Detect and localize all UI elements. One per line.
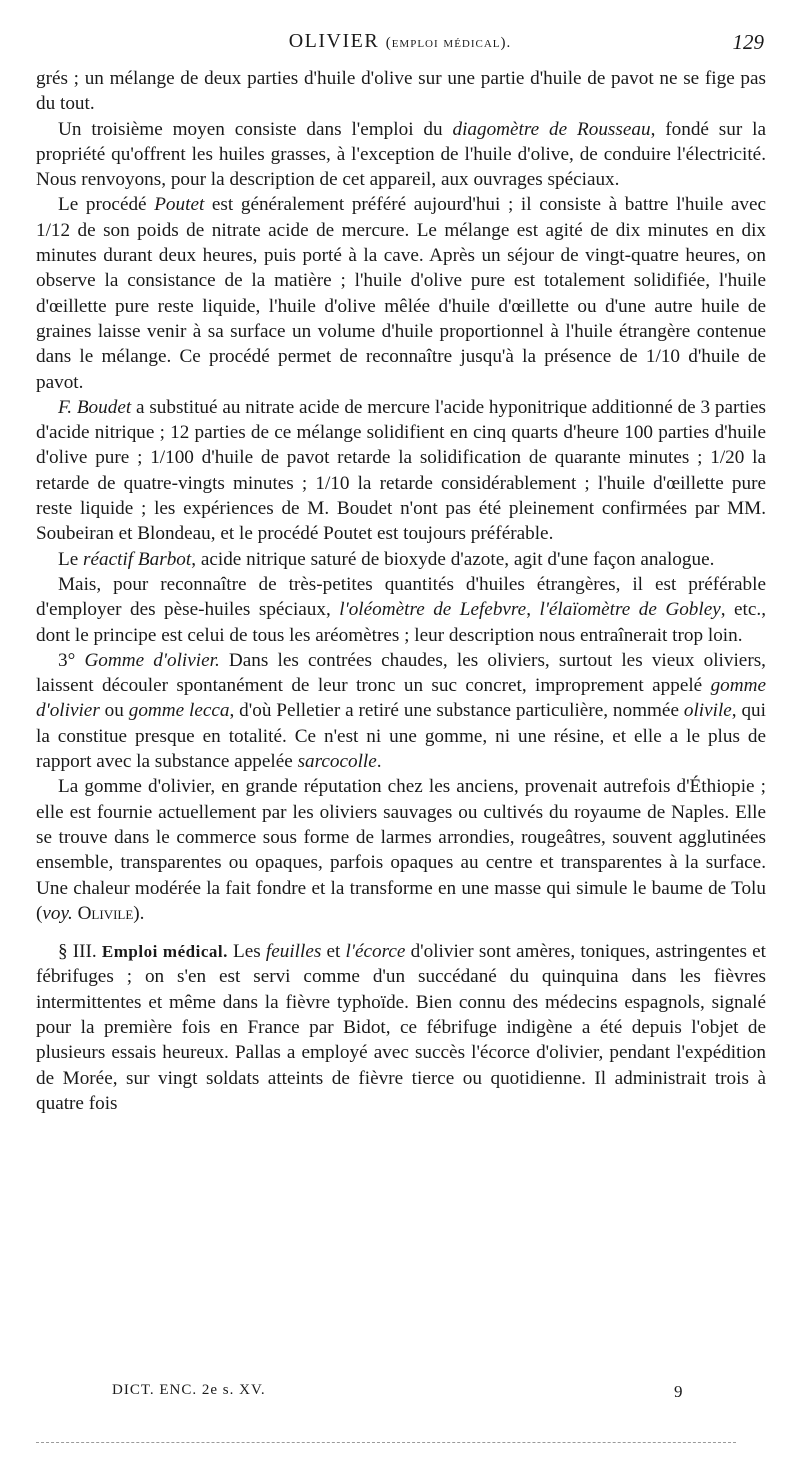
body-text bbox=[36, 66, 766, 1116]
page-footer bbox=[112, 1382, 688, 1406]
text-run: Emploi médical. bbox=[101, 942, 228, 962]
running-title-sub: (emploi médical). bbox=[385, 35, 512, 51]
text-run: , etc., dont le principe est celui de tous les aréomètres ; leur description nous entraînerait trop loin. bbox=[36, 599, 766, 646]
text-run: § III. bbox=[58, 941, 102, 963]
text-run: gomme lecca bbox=[128, 700, 230, 722]
text-run: , acide nitrique saturé de bioxyde d'azote, agit d'une façon analogue. bbox=[191, 548, 715, 570]
text-run: ou bbox=[99, 700, 129, 722]
text-run: l'écorce bbox=[345, 941, 406, 963]
text-run: Mais, pour reconnaître de très-petites quantités d'huiles étrangères, il est préférable d'employer des pèse-huiles spéciaux, bbox=[36, 573, 766, 621]
paragraph-p3 bbox=[36, 192, 766, 394]
paragraph-p8 bbox=[36, 774, 766, 926]
text-run: Dans les contrées chaudes, les oliviers, surtout les vieux oliviers, laissent découler spontanément de leur tronc un suc concret, improprement appelé bbox=[36, 649, 766, 697]
text-run: , fondé sur la propriété qu'offrent les huiles grasses, à l'exception de l'huile d'olive, de conduire l'électricité. Nous renvoyons, pour la description de cet appareil, aux ouvrages spéciaux. bbox=[36, 118, 766, 191]
paragraph-p7 bbox=[36, 648, 766, 774]
text-run: Olivile bbox=[77, 902, 134, 924]
text-run: et bbox=[321, 941, 346, 963]
text-run: Les bbox=[227, 941, 266, 963]
running-title-main: OLIVIER bbox=[288, 30, 380, 52]
text-run: l'oléomètre de Lefebvre bbox=[339, 599, 527, 621]
text-run: , qui la constitue presque en totalité. Ce n'est ni une gomme, ni une résine, et elle a le plus de rapport avec la substance appelée bbox=[36, 700, 766, 773]
bottom-rule bbox=[36, 1442, 736, 1443]
text-run: feuilles bbox=[265, 941, 322, 963]
text-run: grés ; un mélange de deux parties d'huile d'olive sur une partie d'huile de pavot ne se fige pas du tout. bbox=[36, 68, 766, 115]
text-run: voy. bbox=[42, 902, 73, 924]
text-run: diagomètre de Rousseau bbox=[452, 118, 651, 140]
text-run: 3° bbox=[58, 649, 85, 671]
text-run: Le procédé bbox=[58, 194, 155, 216]
paragraph-p6 bbox=[36, 572, 766, 648]
text-run: F. Boudet bbox=[58, 396, 132, 418]
text-run: est généralement préféré aujourd'hui ; il consiste à battre l'huile avec 1/12 de son poids de nitrate acide de mercure. Le mélange est agité de dix minutes en dix minutes durant deux heures, puis porté à la cave. Après un séjour de vingt-quatre heures, on observe la consistance de la matière ; l'huile d'olive pure est totalement solidifiée, l'huile d'œillette pure reste liquide, l'huile d'olive mêlée d'huile d'œillette ou d'une autre huile de graines laisse venir à sa surface un volume d'huile proportionnel à l'huile étrangère contenue dans le mélange. Ce procédé permet de reconnaître jusqu'à la présence de 1/10 d'huile de pavot. bbox=[36, 194, 766, 393]
printer-signature: DICT. ENC. 2e s. XV. bbox=[112, 1382, 266, 1398]
page-number: 129 bbox=[732, 30, 764, 54]
text-run: ). bbox=[133, 902, 145, 924]
text-run: a substitué au nitrate acide de mercure l'acide hyponitrique additionné de 3 parties d'acide nitrique ; 12 parties de ce mélange solidifient en cinq quarts d'heure 100 parties d'huile d'olive pure ; 1/100 d'huile de pavot retarde la solidification de quarante minutes ; 1/20 la retarde de quatre-vingts minutes ; 1/10 la retarde considérablement ; l'huile d'œillette pure reste liquide ; les expériences de M. Boudet n'ont pas été pleinement confirmées par MM. Soubeiran et Blondeau, et le procédé Poutet est toujours préférable. bbox=[36, 396, 767, 545]
text-run: réactif Barbot bbox=[83, 548, 192, 570]
paragraph-p9 bbox=[36, 939, 766, 1116]
sheet-number: 9 bbox=[674, 1382, 684, 1401]
paragraph-p2 bbox=[36, 117, 766, 193]
running-header bbox=[36, 30, 764, 60]
text-run: Poutet bbox=[154, 194, 205, 216]
text-run: Le bbox=[58, 548, 84, 570]
text-run: . bbox=[376, 751, 382, 773]
text-run: , bbox=[526, 599, 540, 621]
paragraph-p1 bbox=[36, 66, 766, 117]
text-run: sarcocolle bbox=[297, 751, 377, 773]
text-run: olivile bbox=[683, 700, 732, 722]
text-run: Gomme d'olivier. bbox=[84, 649, 220, 671]
running-title bbox=[36, 30, 764, 53]
text-run: gomme d'olivier bbox=[36, 675, 766, 722]
paragraph-p4 bbox=[36, 395, 766, 547]
text-run: Un troisième moyen consiste dans l'emploi du bbox=[58, 118, 453, 140]
text-run: l'élaïomètre de Gobley bbox=[539, 599, 721, 621]
paragraph-p5 bbox=[36, 547, 766, 572]
text-run: d'olivier sont amères, toniques, astringentes et fébrifuges ; on s'en est servi comme d'un succédané du quinquina dans les fièvres intermittentes et même dans la fièvre typhoïde. Bien connu des médecins espagnols, signalé pour la première fois en France par Bidot, ce fébrifuge indigène a été depuis l'objet de plusieurs essais heureux. Pallas a employé avec succès l'écorce d'olivier, pendant l'expédition de Morée, sur vingt soldats atteints de fièvre tierce ou quotidienne. Il administrait trois à quatre fois bbox=[36, 941, 766, 1114]
text-run: La gomme d'olivier, en grande réputation chez les anciens, provenait autrefois d'Éthiopie ; elle est fournie actuellement par les oliviers sauvages ou cultivés du royaume de Naples. Elle se trouve dans le commerce sous forme de larmes arrondies, rougeâtres, souvent agglutinées ensemble, transparentes ou opaques, parfois opaques au centre et transparentes à la surface. Une chaleur modérée la fait fondre et la transforme en une masse qui simule le baume de Tolu ( bbox=[36, 776, 766, 924]
text-run: , d'où Pelletier a retiré une substance particulière, nommée bbox=[229, 700, 684, 722]
